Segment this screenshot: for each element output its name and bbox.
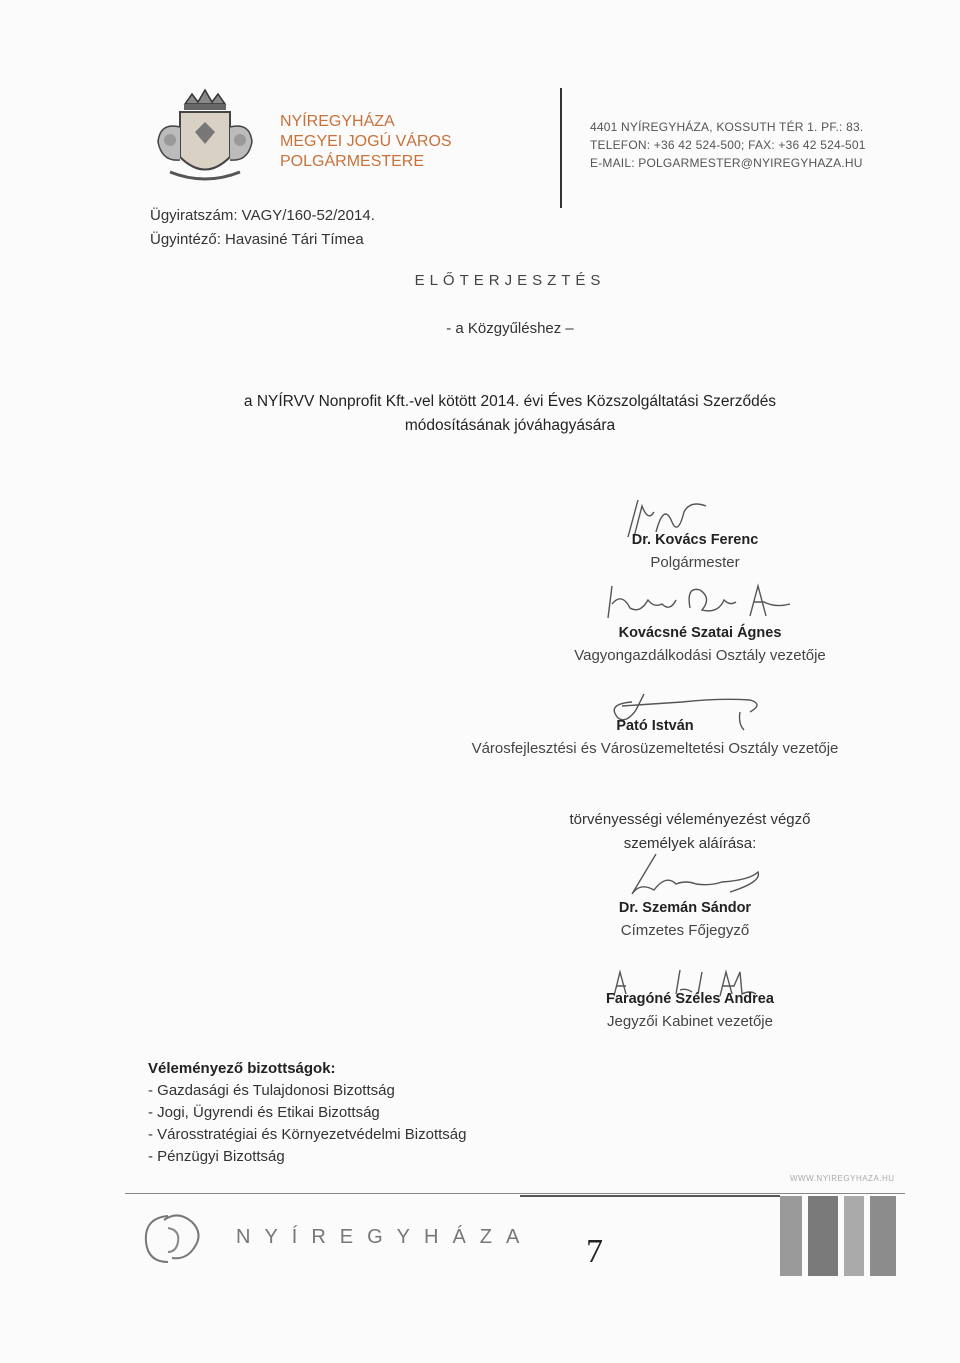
case-officer: Ügyintéző: Havasiné Tári Tímea (150, 231, 364, 248)
city-brand-logo-icon (138, 1208, 210, 1266)
reference-block (150, 204, 375, 252)
footer-bar (844, 1196, 864, 1276)
committee-item: - Gazdasági és Tulajdonosi Bizottság (148, 1082, 395, 1099)
audience-line: - a Közgyűléshez – (446, 320, 574, 337)
signatory-title: Polgármester (650, 554, 740, 571)
footer-divider-accent (520, 1195, 780, 1197)
contact-block (590, 118, 866, 172)
issuer-status: MEGYEI JOGÚ VÁROS (280, 133, 452, 150)
email-line: E-MAIL: POLGARMESTER@NYIREGYHAZA.HU (590, 156, 863, 170)
footer-city-name: NYÍREGYHÁZA (236, 1226, 534, 1248)
phone-line: TELEFON: +36 42 524-500; FAX: +36 42 524-501 (590, 138, 866, 152)
page-number: 7 (586, 1233, 603, 1270)
legal-signatory-block (560, 991, 820, 1030)
subject-line-2: módosításának jóváhagyására (404, 417, 616, 434)
signature-szeman-sandor (610, 850, 780, 900)
signature-kovacsne-szatai-agnes (600, 578, 800, 624)
committees-heading: Véleményező bizottságok: (148, 1060, 336, 1077)
issuer-city: NYÍREGYHÁZA (280, 113, 395, 130)
legal-signatory-name: Dr. Szemán Sándor (618, 900, 752, 916)
signatory-block (420, 718, 890, 757)
committee-item: - Jogi, Ügyrendi és Etikai Bizottság (148, 1104, 380, 1121)
committee-item: - Városstratégiai és Környezetvédelmi Bizottság (148, 1126, 467, 1143)
issuer-block (280, 112, 452, 172)
signatory-name: Pató István (616, 718, 694, 734)
legal-signatory-block (560, 900, 810, 939)
address-line: 4401 NYÍREGYHÁZA, KOSSUTH TÉR 1. PF.: 83. (590, 120, 864, 134)
document-subject (0, 390, 960, 438)
website-url: WWW.NYIREGYHAZA.HU (790, 1174, 895, 1183)
reviewing-committees (148, 1058, 466, 1168)
footer-bar (870, 1196, 896, 1276)
header-divider (560, 88, 562, 208)
footer-bar (808, 1196, 838, 1276)
footer-bar (780, 1196, 802, 1276)
legal-signatory-title: Jegyzői Kabinet vezetője (607, 1013, 773, 1030)
committee-item: - Pénzügyi Bizottság (148, 1148, 285, 1165)
signatory-name: Dr. Kovács Ferenc (631, 532, 759, 548)
city-coat-of-arms-icon (140, 82, 270, 194)
legal-review-note (530, 808, 850, 856)
subject-line-1: a NYÍRVV Nonprofit Kft.-vel kötött 2014. évi Éves Közszolgáltatási Szerződés (243, 393, 777, 410)
legal-signatory-title: Címzetes Főjegyző (620, 922, 750, 939)
legal-note-line-1: törvényességi véleményezést végző (569, 811, 811, 828)
signatory-block (530, 625, 870, 664)
signatory-name: Kovácsné Szatai Ágnes (618, 625, 782, 641)
legal-signatory-name: Faragóné Széles Andrea (606, 991, 774, 1007)
signatory-block (570, 532, 820, 571)
document-type-title: ELŐTERJESZTÉS (414, 272, 606, 289)
file-number: Ügyiratszám: VAGY/160-52/2014. (150, 207, 375, 224)
legal-note-line-2: személyek aláírása: (623, 835, 757, 852)
footer-decorative-bars (780, 1196, 900, 1276)
signatory-title: Vagyongazdálkodási Osztály vezetője (574, 647, 826, 664)
issuer-office: POLGÁRMESTERE (280, 153, 425, 170)
signatory-title: Városfejlesztési és Városüzemeltetési Osztály vezetője (471, 740, 839, 757)
footer-divider (125, 1193, 905, 1194)
